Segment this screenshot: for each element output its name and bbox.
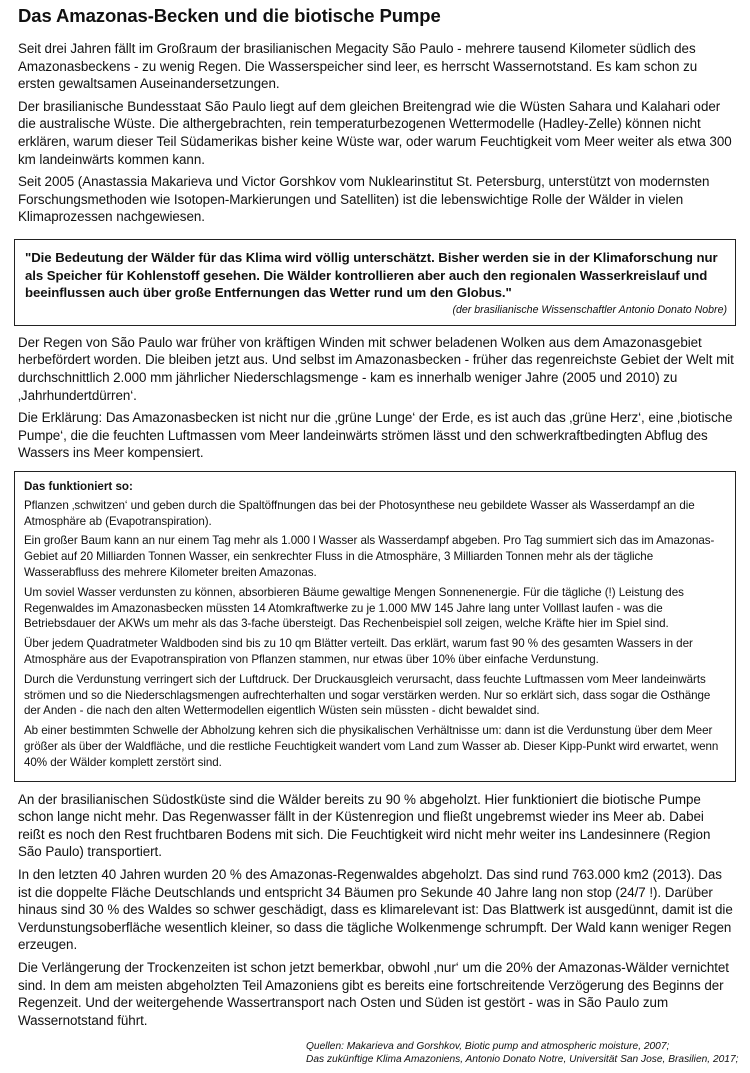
- body-paragraph: Die Erklärung: Das Amazonasbecken ist nicht nur die ‚grüne Lunge‘ der Erde, es ist auch das ‚grüne Herz‘, eine ‚biotische Pumpe‘, die die feuchten Luftmassen vom Meer landeinwärts strömen lässt und den schwerkraftbedingten Abflug des Wassers ins Meer kompensiert.: [18, 410, 733, 461]
- body-paragraph: Die Verlängerung der Trockenzeiten ist schon jetzt bemerkbar, obwohl ‚nur‘ um die 20% der Amazonas-Wälder vernichtet sind. In dem am meisten abgeholzten Teil Amazoniens gibt es bereits eine fortschreitende Verzögerung des Beginns der Regenzeit. Und der weitergehende Wassertransport nach Osten und Süden ist gestört - was in São Paulo zum Wassernotstand führt.: [18, 959, 729, 1028]
- info-box-title: Das funktioniert so:: [24, 479, 133, 493]
- info-box: [14, 471, 736, 782]
- page-title: Das Amazonas-Becken und die biotische Pumpe: [18, 5, 441, 26]
- intro-paragraph: Seit drei Jahren fällt im Großraum der brasilianischen Megacity São Paulo - mehrere tausend Kilometer südlich des Amazonasbeckens - zu wenig Regen. Die Wasserspeicher sind leer, es herrscht Wassernotstand. Es kam schon zu ersten gewaltsamen Auseinandersetzungen.: [18, 41, 698, 92]
- quote-text: "Die Bedeutung der Wälder für das Klima wird völlig unterschätzt. Bisher werden sie in der Klimaforschung nur als Speicher für Kohlenstoff gesehen. Die Wälder kontrollieren aber auch den regionalen Wasserkreislauf und beeinflussen auch über große Entfernungen das Wetter rund um den Globus.": [25, 249, 718, 301]
- body-paragraph: In den letzten 40 Jahren wurden 20 % des Amazonas-Regenwaldes abgeholzt. Das sind rund 763.000 km2 (2013). Das ist die doppelte Fläche Deutschlands und entspricht 34 Bäumen pro Sekunde 40 Jahre lang non stop (24/7 !). Darüber hinaus sind 30 % des Waldes so schwer geschädigt, dass es klimarelevant ist: Das Blattwerk ist ausgedünnt, damit ist die Verdunstungsoberfläche wesentlich kleiner, so dass die tägliche Wolkenmenge schrumpft. Der Wald kann weniger Regen erzeugen.: [18, 867, 733, 953]
- quote-box: [14, 239, 736, 326]
- info-paragraph: Durch die Verdunstung verringert sich der Luftdruck. Der Druckausgleich verursacht, dass feuchte Luftmassen vom Meer landeinwärts strömen und so die Niederschlagsmengen aufrechterhalten und sogar verstärken werden. Nur so erklärt sich, dass sogar die Osthänge der Anden - die nach den alten Wettermodellen eigentlich Wüsten sein müssten - dicht bewaldet sind.: [24, 672, 711, 718]
- source-line: Quellen: Makarieva and Gorshkov, Biotic pump and atmospheric moisture, 2007;: [306, 1041, 670, 1052]
- info-paragraph: Ab einer bestimmten Schwelle der Abholzung kehren sich die physikalischen Verhältnisse um: dann ist die Verdunstung über dem Meer größer als über der Waldfläche, und die restliche Feuchtigkeit wandert vom Land zum Wasser ab. Dieser Kipp-Punkt wird erwartet, wenn 40% der Wälder komplett zerstört sind.: [24, 724, 719, 769]
- quote-source: (der brasilianische Wissenschaftler Antonio Donato Nobre): [452, 303, 727, 316]
- body-paragraph: Der Regen von São Paulo war früher von kräftigen Winden mit schwer beladenen Wolken aus dem Amazonasgebiet herbefördert worden. Die bleiben jetzt aus. Und selbst im Amazonasbecken - früher das regenreichste Gebiet der Welt mit durchschnittlich 2.000 mm jährlicher Niederschlagsmenge - kam es innerhalb weniger Jahre (2005 und 2010) zu ‚Jahrhundertdürren‘.: [18, 334, 734, 403]
- intro-paragraph: Seit 2005 (Anastassia Makarieva und Victor Gorshkov vom Nuklearinstitut St. Petersburg, unterstützt von modernsten Forschungsmethoden wie Isotopen-Markierungen und Satelliten) ist die lebenswichtige Rolle der Wälder in vielen Klimaprozessen nachgewiesen.: [18, 174, 710, 225]
- info-paragraph: Ein großer Baum kann an nur einem Tag mehr als 1.000 l Wasser als Wasserdampf abgeben. Pro Tag summiert sich das im Amazonas-Gebiet auf 20 Milliarden Tonnen Wasser, ein senkrechter Fluss in die Atmosphäre, 3 Milliarden Tonnen mehr als der tägliche Wasserabfluss des mehrere Kilometer breiten Amazonas.: [24, 534, 715, 580]
- closing-section: [18, 791, 734, 1030]
- source-line: Das zukünftige Klima Amazoniens, Antonio Donato Notre, Universität San Jose, Brasilien, 2017;: [306, 1054, 739, 1065]
- info-paragraph: Um soviel Wasser verdunsten zu können, absorbieren Bäume gewaltige Mengen Sonnenenergie. Für die tägliche (!) Leistung des Regenwaldes im Amazonasbecken müssten 14 Atomkraftwerke zu je 1.000 MW 145 Jahre lang unter Volllast laufen - was die Betriebsdauer der AKWs um mehr als das 3-fache übersteigt. Das Rechenbeispiel soll zeigen, welche Kräfte hier im Spiel sind.: [24, 585, 684, 631]
- intro-paragraph: Der brasilianische Bundesstaat São Paulo liegt auf dem gleichen Breitengrad wie die Wüsten Sahara und Kalahari oder die australische Wüste. Die althergebrachten, rein temperaturbezogenen Wettermodelle (Hadley-Zelle) können nicht erklären, warum dieser Teil Südamerikas bisher keine Wüste war, oder warum Feuchtigkeit vom Meer weiter als etwa 300 km landeinwärts kommen kann.: [18, 98, 732, 167]
- sources-footnote: [306, 1040, 739, 1066]
- middle-section: [18, 334, 734, 462]
- info-paragraph: Pflanzen ‚schwitzen‘ und geben durch die Spaltöffnungen das bei der Photosynthese neu gebildete Wasser als Wasserdampf an die Atmosphäre ab (Evapotranspiration).: [24, 498, 695, 528]
- intro-section: [18, 40, 734, 226]
- info-paragraph: Über jedem Quadratmeter Waldboden sind bis zu 10 qm Blätter verteilt. Das erklärt, warum fast 90 % des gesamten Wassers in der Atmosphäre aus der Evapotranspiration von Pflanzen stammen, nur etwas über 10% über einfache Verdunstung.: [24, 637, 693, 667]
- body-paragraph: An der brasilianischen Südostküste sind die Wälder bereits zu 90 % abgeholzt. Hier funktioniert die biotische Pumpe schon lange nicht mehr. Das Regenwasser fällt in der Küstenregion und fließt ungebremst wieder ins Meer ab. Dabei reißt es noch den Rest fruchtbaren Bodens mit sich. Die Feuchtigkeit wird nicht mehr weiter ins Landesinnere (Region São Paulo) transportiert.: [18, 791, 711, 860]
